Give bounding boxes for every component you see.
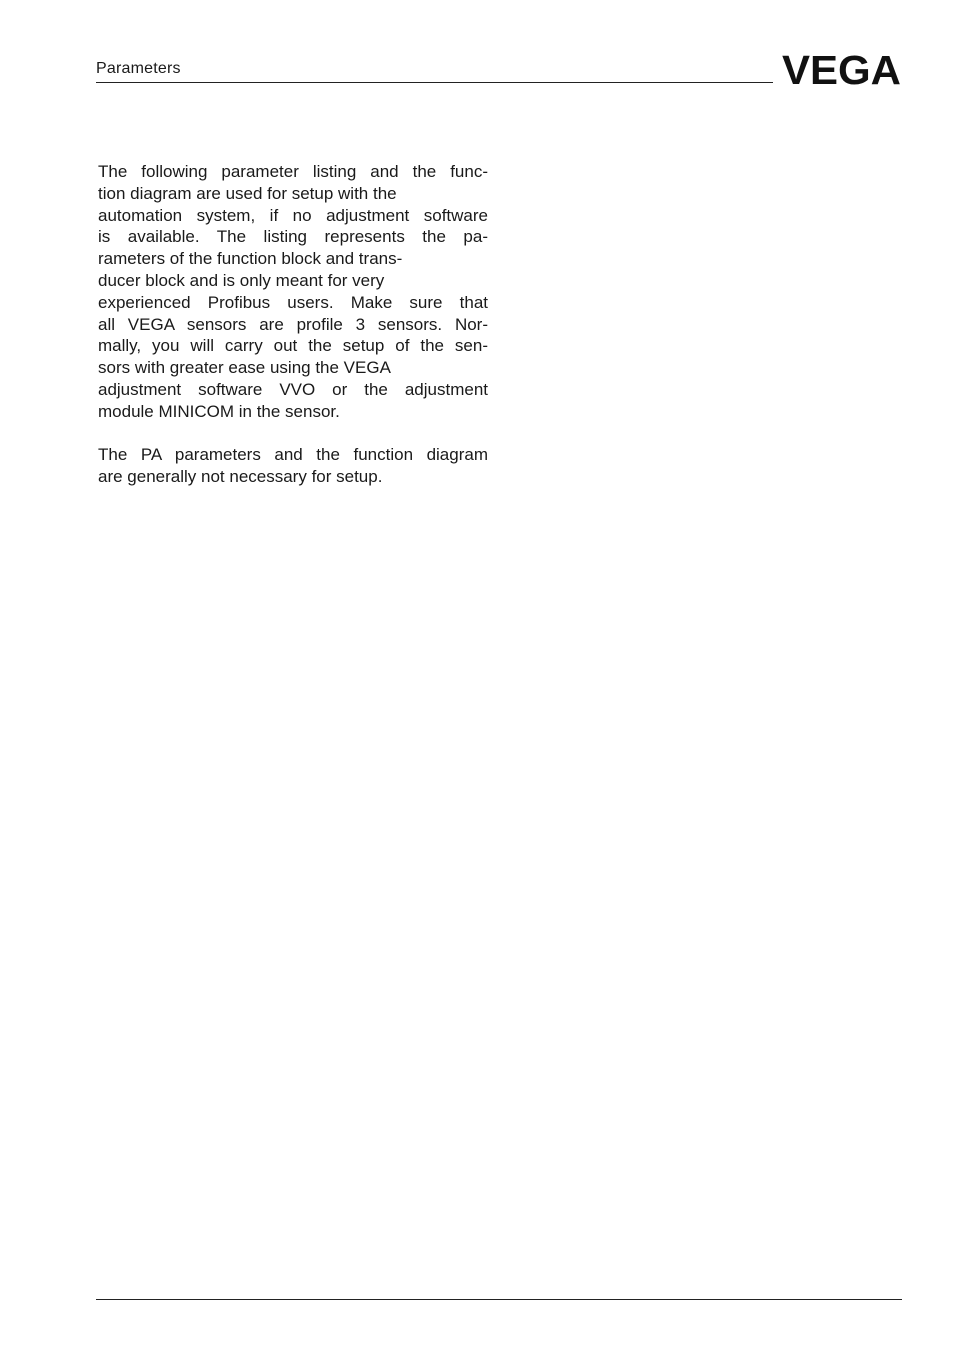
paragraph-1-line: mally, you will carry out the setup of the sen- — [98, 336, 488, 356]
paragraph-gap — [98, 423, 488, 445]
header-divider — [96, 82, 773, 83]
paragraph-1-line: module MINICOM in the sensor. — [98, 401, 340, 421]
paragraph-1-line: ducer block and is only meant for very — [98, 270, 385, 290]
paragraph-1-line: experienced Profibus users. Make sure that — [98, 292, 488, 312]
paragraph-1-line: is available. The listing represents the pa- — [98, 227, 488, 247]
intro-text — [98, 161, 488, 488]
footer-divider — [96, 1299, 902, 1300]
paragraph-1-line: tion diagram are used for setup with the — [98, 183, 397, 203]
paragraph-1-line: rameters of the function block and trans- — [98, 249, 403, 269]
paragraph-2-line: The PA parameters and the function diagram — [98, 445, 488, 465]
paragraph-1-line: all VEGA sensors are profile 3 sensors. Nor- — [98, 314, 488, 334]
paragraph-1-line: The following parameter listing and the func- — [98, 162, 488, 181]
paragraph-1-line: sors with greater ease using the VEGA — [98, 358, 391, 378]
vega-logo — [782, 52, 902, 85]
page-header-title: Parameters — [96, 60, 181, 77]
paragraph-2-line: are generally not necessary for setup. — [98, 467, 383, 487]
paragraph-1-line: adjustment software VVO or the adjustment — [98, 379, 488, 399]
paragraph-1-line: automation system, if no adjustment software — [98, 205, 488, 225]
vega-logo-text: VEGA — [782, 52, 901, 85]
